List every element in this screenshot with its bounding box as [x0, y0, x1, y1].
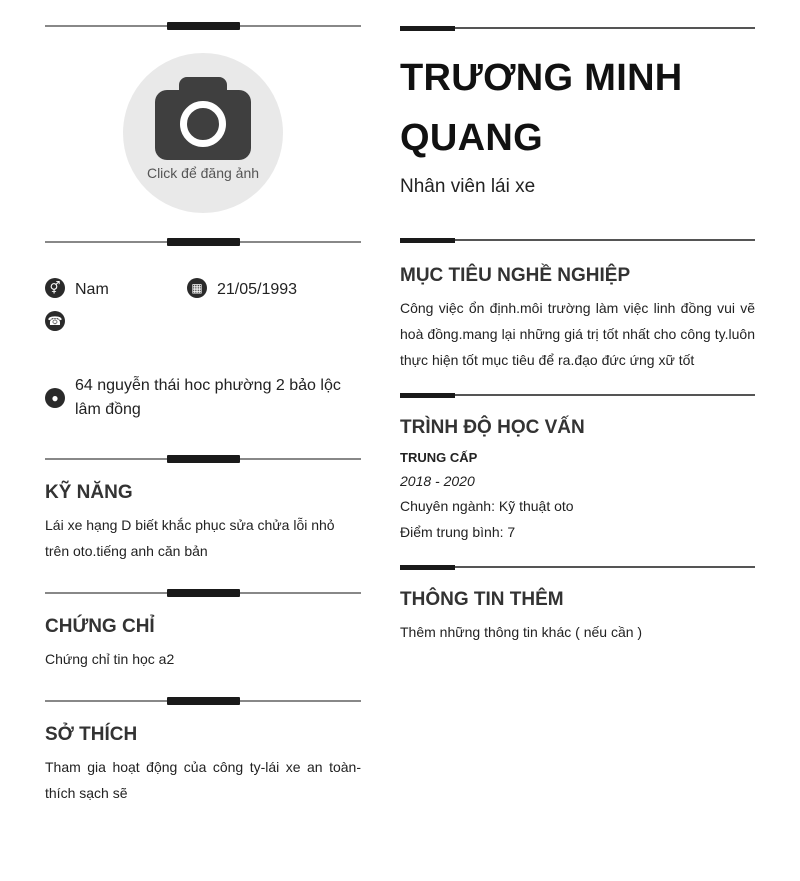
phone-icon: ☎	[45, 311, 65, 331]
education-gpa[interactable]: Điểm trung bình: 7	[400, 524, 516, 540]
candidate-name[interactable]: TRƯƠNG MINH QUANG	[400, 57, 683, 159]
gender-icon: ⚥	[45, 278, 65, 298]
divider	[45, 455, 361, 463]
extra-info-text[interactable]: Thêm những thông tin khác ( nếu cần )	[400, 624, 643, 640]
divider	[45, 697, 361, 705]
skills-title: KỸ NĂNG	[45, 482, 133, 503]
avatar-upload[interactable]	[123, 53, 283, 213]
certificates-text[interactable]: Chứng chỉ tin học a2	[45, 651, 175, 667]
location-pin-icon: ●	[45, 388, 65, 408]
hobbies-title: SỞ THÍCH	[45, 724, 138, 745]
gender-field[interactable]: ⚥ Nam	[45, 278, 185, 302]
divider	[400, 26, 755, 31]
divider	[45, 22, 361, 30]
divider	[45, 589, 361, 597]
objective-title: MỤC TIÊU NGHỀ NGHIỆP	[400, 265, 631, 286]
education-title: TRÌNH ĐỘ HỌC VẤN	[400, 417, 585, 438]
divider	[400, 238, 755, 243]
phone-field[interactable]	[45, 311, 361, 331]
divider	[45, 238, 361, 246]
divider	[400, 393, 755, 398]
job-title[interactable]: Nhân viên lái xe	[400, 176, 536, 197]
education-school[interactable]: TRUNG CẤP	[400, 450, 478, 465]
certificates-title: CHỨNG CHỈ	[45, 616, 155, 637]
hobbies-text[interactable]: Tham gia hoạt động của công ty-lái xe an toàn-thích sạch sẽ	[45, 759, 361, 801]
education-major[interactable]: Chuyên ngành: Kỹ thuật oto	[400, 498, 574, 514]
extra-info-title: THÔNG TIN THÊM	[400, 589, 564, 610]
calendar-icon: ▦	[187, 278, 207, 298]
education-period[interactable]: 2018 - 2020	[400, 473, 475, 489]
address-field[interactable]: ● 64 nguyễn thái hoc phường 2 bảo lộc lâm đồng	[45, 374, 361, 422]
avatar-upload-hint: Click để đăng ảnh	[146, 165, 260, 181]
objective-text[interactable]: Công việc ổn định.môi trường làm việc linh đồng vui vẽ hoà đồng.mang lại những giá trị tốt nhất cho công ty.luôn thực hiện tốt mục tiêu để ra.đạo đức ứng xữ tốt	[400, 300, 755, 368]
skills-text[interactable]: Lái xe hạng D biết khắc phục sửa chửa lỗi nhỏ trên oto.tiếng anh căn bản	[45, 517, 335, 559]
divider	[400, 565, 755, 570]
birthday-field[interactable]: ▦ 21/05/1993	[187, 278, 361, 302]
